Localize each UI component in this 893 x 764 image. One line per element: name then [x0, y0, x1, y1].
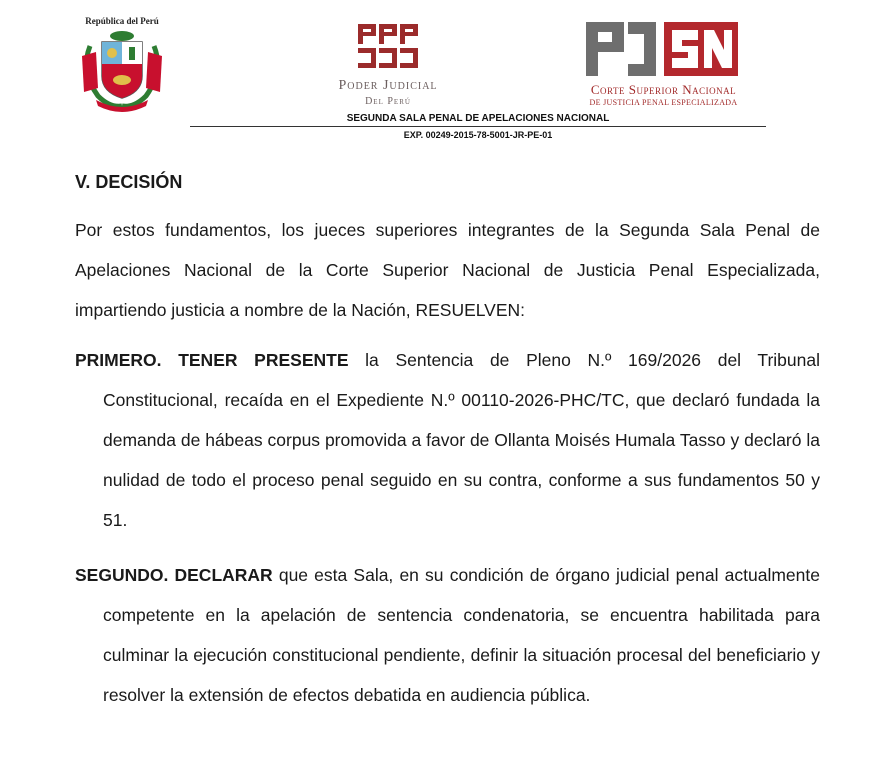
csn-subtitle: DE JUSTICIA PENAL ESPECIALIZADA	[589, 98, 738, 107]
csn-emblem-icon	[586, 22, 742, 78]
item-text: que esta Sala, en su condición de órgano judicial penal actualmente competente en la apelación de sentencia condenatoria, se encuentra habilitada para culminar la ejecución constitucional pendiente, definir la situación procesal del beneficiario y resolver la extensión de efectos debatida en audiencia pública.	[103, 565, 820, 705]
poder-judicial-logo	[322, 22, 454, 112]
coat-of-arms-icon	[76, 26, 168, 112]
section-title: V. DECISIÓN	[75, 172, 183, 192]
pj-emblem-icon	[356, 22, 420, 72]
csn-name: Corte Superior Nacional	[590, 82, 737, 97]
poder-judicial-name: Poder Judicial	[338, 78, 438, 93]
corte-superior-nacional-logo	[556, 22, 771, 112]
item-text: la Sentencia de Pleno N.º 169/2026 del Tribunal Constitucional, recaída en el Expediente N.º 00110-2026-PHC/TC, que declaró fundada la demanda de hábeas corpus promovida a favor de Ollanta Moisés Humala Tasso y declaró la nulidad de todo el proceso penal seguido en su contra, conforme a sus fundamentos 50 y 51.	[103, 350, 820, 530]
crest-label: República del Perú	[85, 16, 159, 26]
resolution-item-primero	[75, 340, 820, 540]
expediente-number: EXP. 00249-2015-78-5001-JR-PE-01	[403, 130, 553, 140]
peru-coat-of-arms	[76, 16, 168, 112]
item-lead: SEGUNDO. DECLARAR	[75, 565, 273, 585]
resolution-item-segundo	[75, 555, 820, 715]
intro-paragraph: Por estos fundamentos, los jueces superiores integrantes de la Segunda Sala Penal de Apelaciones Nacional de la Corte Superior Nacional de Justicia Penal Especializada, impartiendo justicia a nombre de la Nación, RESUELVEN:	[75, 220, 820, 320]
item-lead: PRIMERO. TENER PRESENTE	[75, 350, 349, 370]
sala-name: SEGUNDA SALA PENAL DE APELACIONES NACIONAL	[346, 113, 610, 124]
header-divider	[190, 126, 766, 127]
document-header	[0, 0, 893, 150]
poder-judicial-country: Del Perú	[365, 96, 411, 107]
